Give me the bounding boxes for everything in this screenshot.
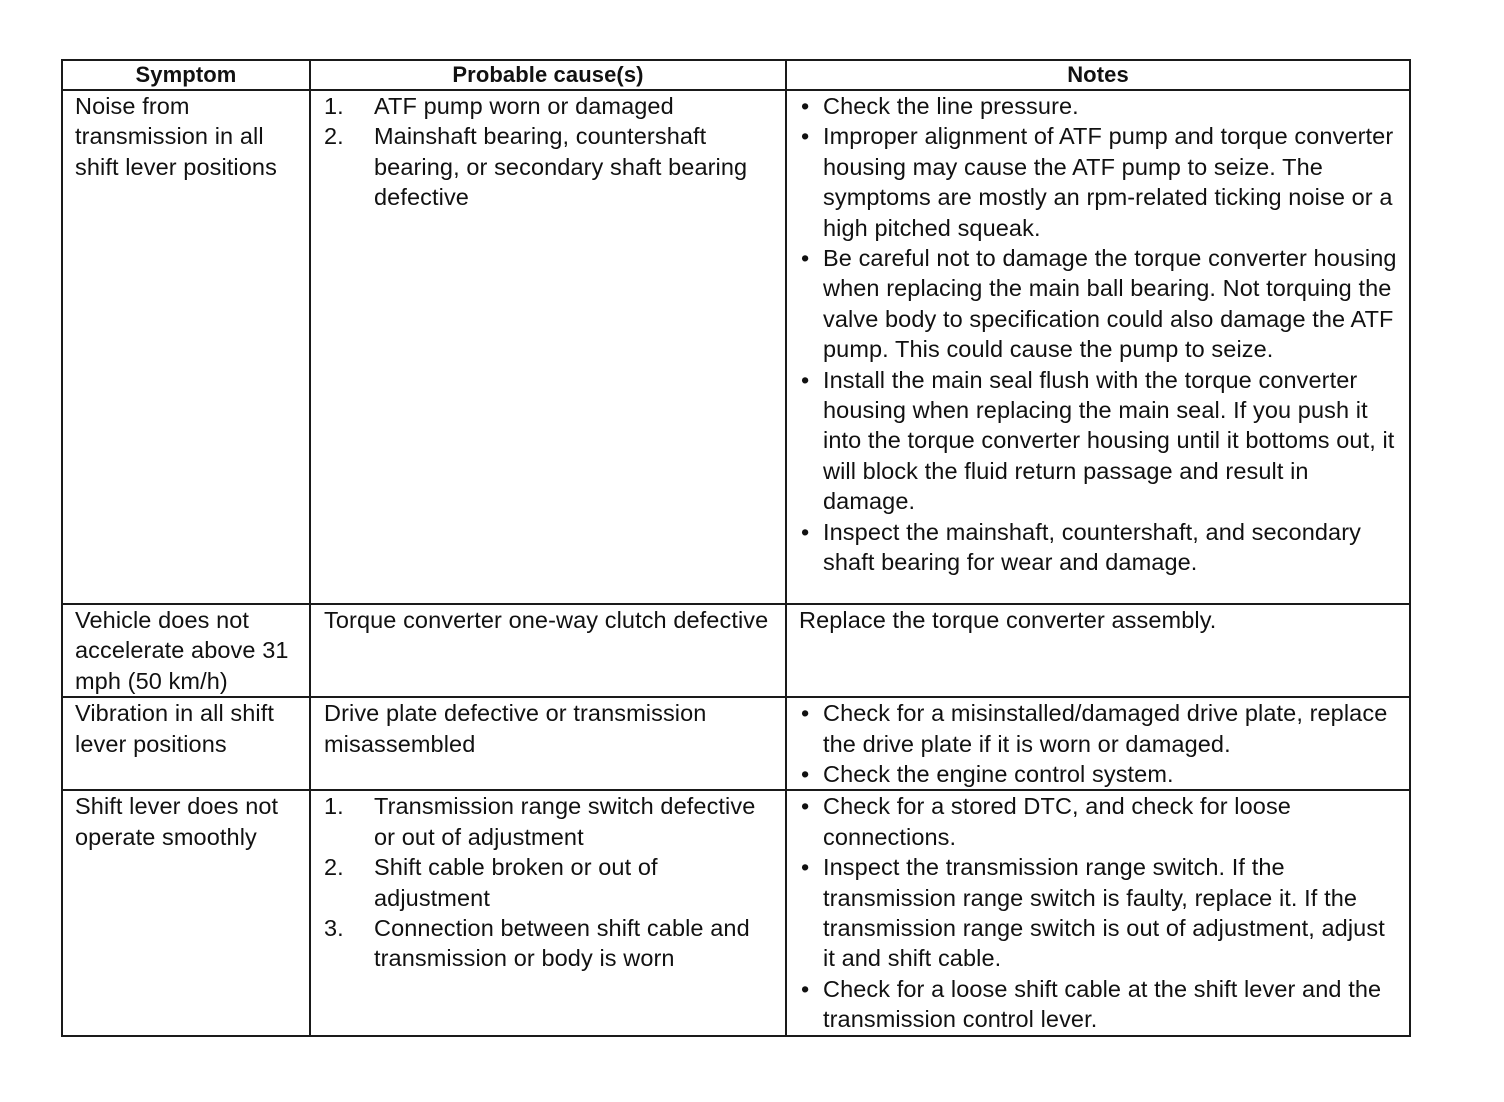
troubleshooting-table-wrapper	[61, 59, 1409, 1037]
bullet-icon: •	[801, 123, 810, 150]
header-symptom: Symptom	[62, 60, 310, 90]
cause-cell	[310, 90, 786, 604]
symptom-cell: Noise from transmission in all shift lever positions	[62, 90, 310, 604]
cause-number: 1.	[324, 793, 344, 820]
note-item	[799, 243, 1401, 365]
cause-text: Shift cable broken or out of adjustment	[374, 854, 658, 911]
cause-number: 3.	[324, 915, 344, 942]
cause-item	[324, 91, 777, 121]
cause-number: 2.	[324, 123, 344, 150]
header-row	[62, 60, 1410, 90]
note-item	[799, 791, 1401, 852]
note-text: Check for a stored DTC, and check for loose connections.	[823, 793, 1291, 850]
notes-cell	[786, 790, 1410, 1035]
cause-cell	[310, 790, 786, 1035]
note-text: Check the line pressure.	[823, 93, 1079, 119]
header-notes: Notes	[786, 60, 1410, 90]
cause-text: Transmission range switch defective or out of adjustment	[374, 793, 756, 850]
cause-cell: Torque converter one-way clutch defective	[310, 604, 786, 697]
bullet-icon: •	[801, 854, 810, 881]
cause-number: 2.	[324, 854, 344, 881]
cause-item	[324, 121, 777, 212]
symptom-cell: Vibration in all shift lever positions	[62, 697, 310, 790]
cause-cell: Drive plate defective or transmission misassembled	[310, 697, 786, 790]
note-item	[799, 974, 1401, 1035]
header-probable-causes: Probable cause(s)	[310, 60, 786, 90]
table-row	[62, 90, 1410, 604]
note-item	[799, 91, 1401, 121]
troubleshooting-table	[61, 59, 1411, 1037]
notes-cell	[786, 697, 1410, 790]
bullet-icon: •	[801, 518, 810, 545]
table-row	[62, 697, 1410, 790]
notes-cell: Replace the torque converter assembly.	[786, 604, 1410, 697]
cause-item	[324, 852, 777, 913]
symptom-cell: Shift lever does not operate smoothly	[62, 790, 310, 1035]
bullet-icon: •	[801, 700, 810, 727]
note-item	[799, 698, 1401, 759]
note-text: Inspect the transmission range switch. If the transmission range switch is faulty, replace it. If the transmission range switch is out of adjustment, adjust it and shift cable.	[823, 854, 1385, 972]
note-text: Inspect the mainshaft, countershaft, and secondary shaft bearing for wear and damage.	[823, 518, 1361, 576]
table-row	[62, 604, 1410, 697]
note-item	[799, 365, 1401, 517]
cause-number: 1.	[324, 93, 344, 119]
notes-cell	[786, 90, 1410, 604]
symptom-cell: Vehicle does not accelerate above 31 mph (50 km/h)	[62, 604, 310, 697]
bullet-icon: •	[801, 93, 810, 119]
note-text: Install the main seal flush with the torque converter housing when replacing the main seal. If you push it into the torque converter housing until it bottoms out, it will block the fluid return passage and result in damage.	[823, 366, 1395, 515]
notes-list	[799, 791, 1401, 1034]
cause-list	[324, 791, 777, 973]
cause-item	[324, 913, 777, 974]
cause-text: Mainshaft bearing, countershaft bearing, or secondary shaft bearing defective	[374, 123, 748, 211]
cause-item	[324, 791, 777, 852]
bullet-icon: •	[801, 793, 810, 820]
bullet-icon: •	[801, 975, 810, 1002]
note-text: Improper alignment of ATF pump and torque converter housing may cause the ATF pump to seize. The symptoms are mostly an rpm-related ticking noise or a high pitched squeak.	[823, 123, 1394, 241]
note-text: Be careful not to damage the torque converter housing when replacing the main ball bearing. Not torquing the valve body to specification could also damage the ATF pump. This could cause the pump to seize.	[823, 245, 1397, 363]
cause-text: Connection between shift cable and transmission or body is worn	[374, 915, 750, 972]
cause-text: ATF pump worn or damaged	[374, 93, 674, 119]
note-item	[799, 121, 1401, 243]
notes-list	[799, 698, 1401, 789]
cause-list	[324, 91, 777, 213]
table-row	[62, 790, 1410, 1035]
notes-list	[799, 91, 1401, 578]
note-item	[799, 517, 1401, 578]
bullet-icon: •	[801, 761, 810, 788]
note-text: Check the engine control system.	[823, 761, 1174, 788]
note-text: Check for a loose shift cable at the shift lever and the transmission control lever.	[823, 975, 1382, 1033]
bullet-icon: •	[801, 366, 810, 393]
note-item	[799, 759, 1401, 789]
bullet-icon: •	[801, 245, 810, 272]
note-item	[799, 852, 1401, 974]
note-text: Check for a misinstalled/damaged drive plate, replace the drive plate if it is worn or damaged.	[823, 700, 1388, 757]
